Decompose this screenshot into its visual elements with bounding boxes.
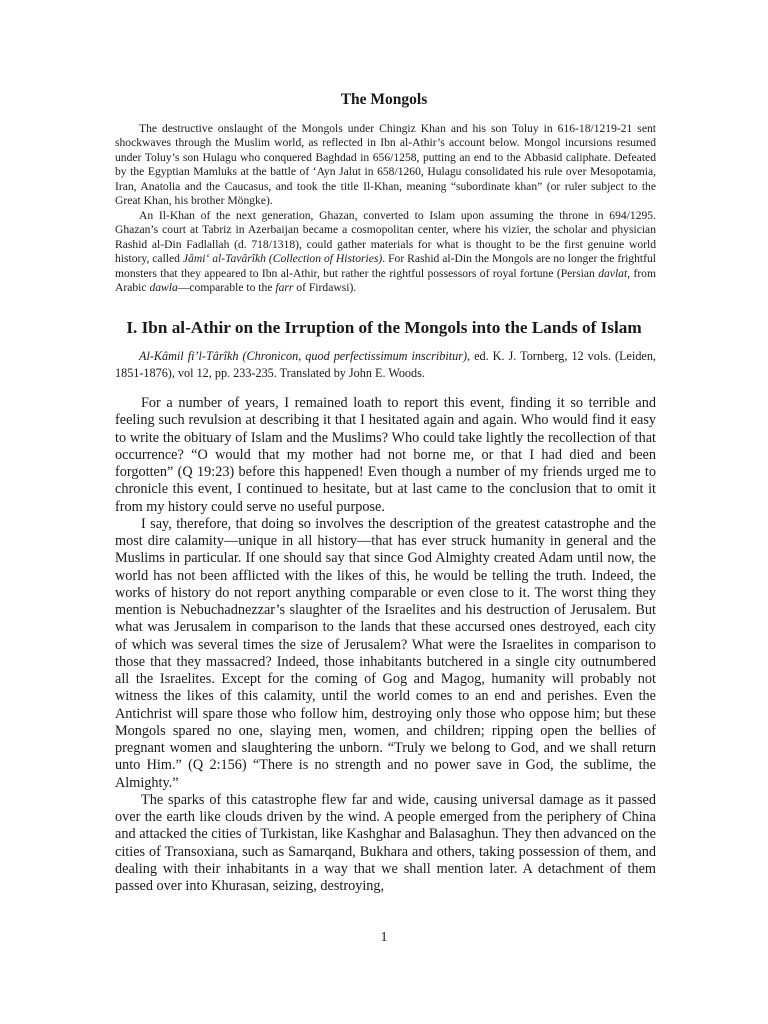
italic-book-title: Jâmi‘ al-Tavârîkh (Collection of Histories) <box>182 252 383 266</box>
page-number: 1 <box>380 930 388 945</box>
section-heading: I. Ibn al-Athir on the Irruption of the Mongols into the Lands of Islam <box>126 318 642 337</box>
intro-paragraph-2 <box>115 209 656 296</box>
source-citation <box>115 348 656 382</box>
italic-term-farr: farr <box>275 280 294 294</box>
text-run: , from Arabic <box>115 266 656 294</box>
body-paragraph-3: The sparks of this catastrophe flew far and wide, causing universal damage as it passed over the earth like clouds driven by the wind. A people emerged from the periphery of China and attacked the cities of Turkistan, like Kashghar and Balasaghun. They then advanced on the cities of Transoxiana, such as Samarqand, Bukhara and others, taking possession of them, and dealing with their inhabitants in a way that we shall mention later. A detachment of them passed over into Khurasan, seizing, destroying, <box>115 791 656 894</box>
italic-term-dawla: dawla <box>149 280 178 294</box>
text-run: . For Rashid al-Din the Mongols are no longer the frightful monsters that they appeared to Ibn al-Athir, but rather the rightful possessors of royal fortune (Persian <box>115 252 657 280</box>
source-title: Al-Kâmil fi’l-Târîkh (Chronicon, quod perfectissimum inscribitur) <box>139 349 468 363</box>
intro-section <box>115 122 656 295</box>
body-paragraph-1: For a number of years, I remained loath to report this event, finding it so terrible and feeling such revulsion at describing it that I hesitated again and again. Who would find it easy to write the obituary of Islam and the Muslims? Who could take lightly the recollection of that occurrence? “O would that my mother had not borne me, or that I had died and been forgotten” (Q 19:23) before this happened! Even though a number of my friends urged me to chronicle this event, I continued to hesitate, but at last came to the conclusion that to omit it from my history could serve no useful purpose. <box>115 395 656 515</box>
italic-term-davlat: davlat <box>598 266 628 280</box>
text-run: of Firdawsi). <box>293 280 357 294</box>
text-run: —comparable to the <box>177 280 276 294</box>
body-text <box>115 395 656 895</box>
body-paragraph-2: I say, therefore, that doing so involves the description of the greatest catastrophe and the most dire calamity—unique in all history—that has ever struck humanity in general and the Muslims in particular. If one should say that since God Almighty created Adam until now, the world has not been afflicted with the likes of this, he would be telling the truth. Indeed, the works of history do not report anything comparable or even close to it. The worst thing they mention is Nebuchadnezzar’s slaughter of the Israelites and his destruction of Jerusalem. But what was Jerusalem in comparison to the lands that these accursed ones destroyed, each city of which was several times the size of Jerusalem? What were the Israelites in comparison to those that they massacred? Indeed, those inhabitants butchered in a single city outnumbered all the Israelites. Except for the coming of Gog and Magog, humanity will probably not witness the likes of this calamity, until the world comes to an end and perishes. Even the Antichrist will spare those who follow him, destroying only those who oppose him; but these Mongols spared no one, slaying men, women, and children; ripping open the bellies of pregnant women and slaughtering the unborn. “Truly we belong to God, and we shall return unto Him.” (Q 2:156) “There is no strength and no power save in God, the sublime, the Almighty.” <box>115 515 656 791</box>
source-details: , ed. K. J. Tornberg, 12 vols. (Leiden, 1851-1876), vol 12, pp. 233-235. Translated by John E. Woods. <box>115 349 656 380</box>
intro-paragraph-1: The destructive onslaught of the Mongols under Chingiz Khan and his son Toluy in 616-18/1219-21 sent shockwaves through the Muslim world, as reflected in Ibn al-Athir’s account below. Mongol incursions resumed under Toluy’s son Hulagu who conquered Baghdad in 656/1258, putting an end to the Abbasid caliphate. Defeated by the Egyptian Mamluks at the battle of ‘Ayn Jalut in 658/1260, Hulagu consolidated his rule over Mesopotamia, Iran, Anatolia and the Caucasus, and took the title Il-Khan, meaning “subordinate khan” (or ruler subject to the Great Khan, his brother Möngke). <box>115 122 656 208</box>
text-run: An Il-Khan of the next generation, Ghazan, converted to Islam upon assuming the throne in 694/1295. Ghazan’s court at Tabriz in Azerbaijan became a cosmopolitan center, where his vizier, the scholar and physician Rashid al-Din Fadlallah (d. 718/1318), could gather materials for what is thought to be the first genuine world history, called <box>115 208 656 266</box>
document-title: The Mongols <box>340 91 428 108</box>
